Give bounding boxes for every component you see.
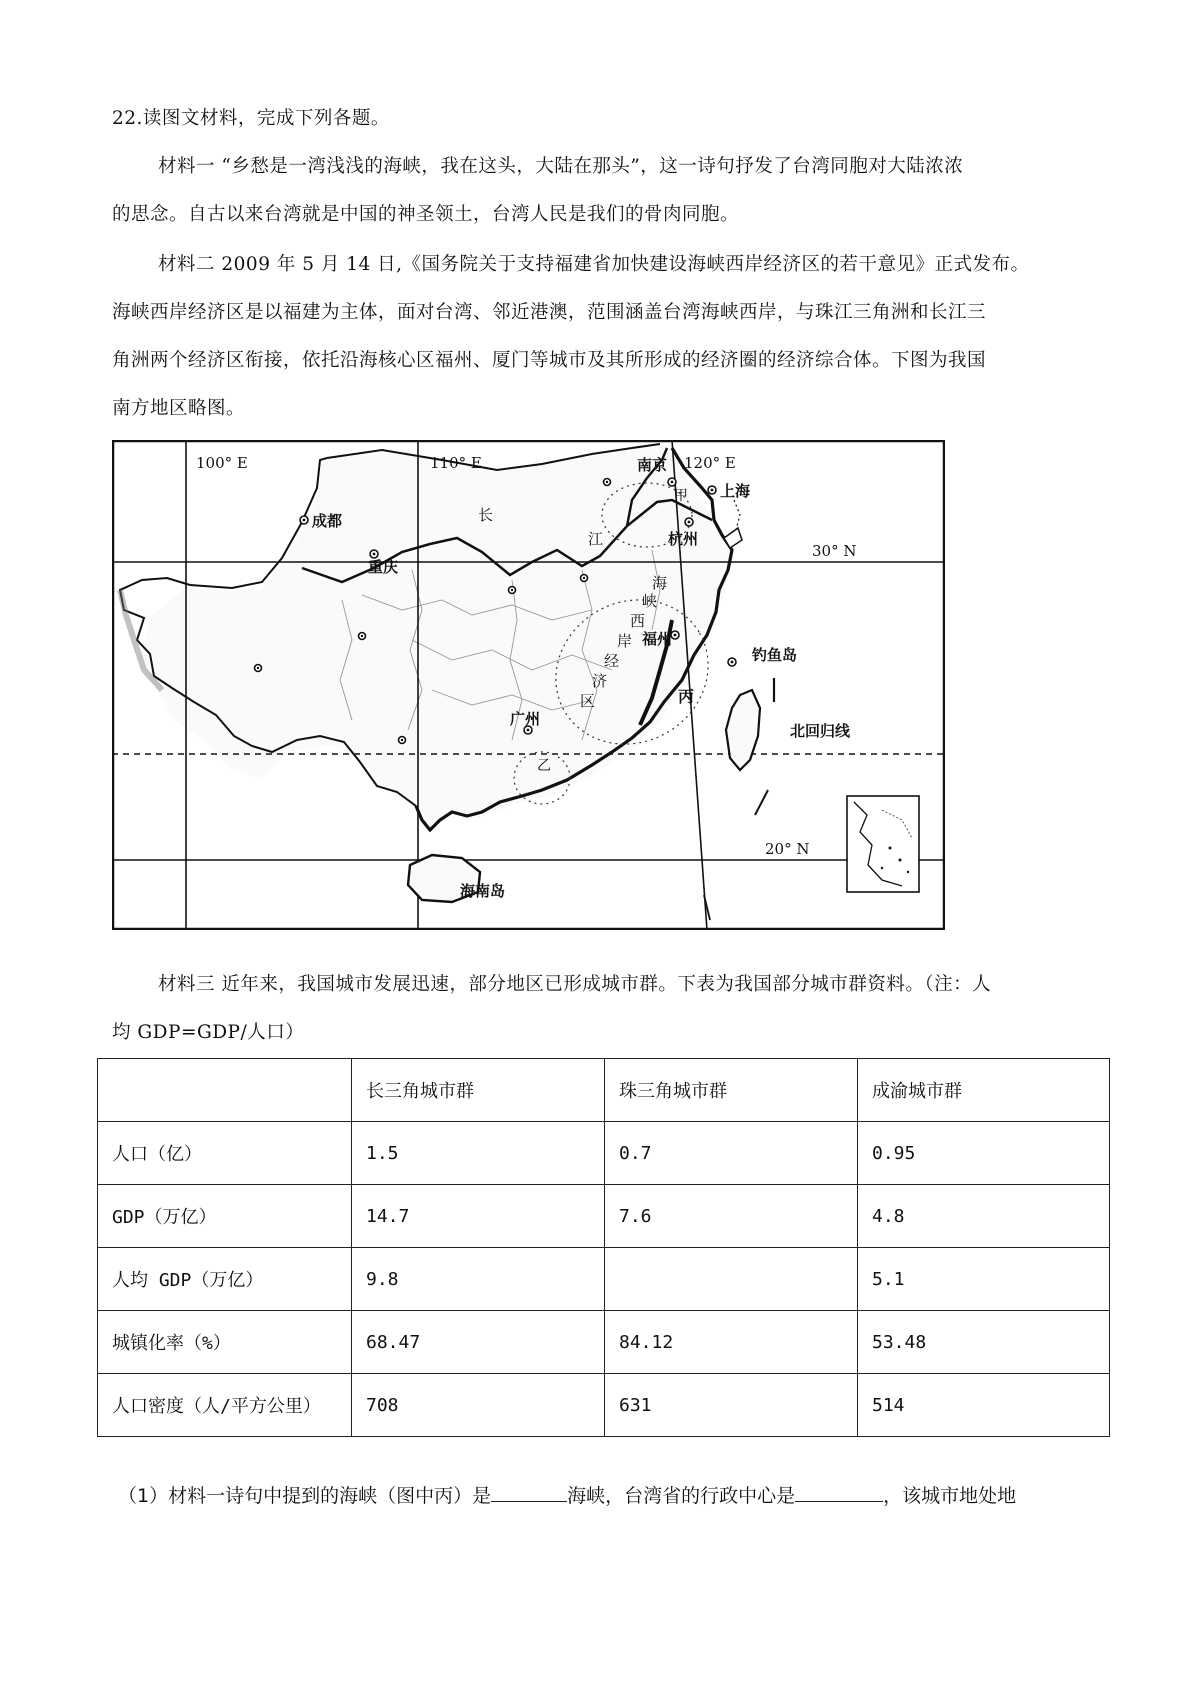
question-title: 22.读图文材料，完成下列各题。 (112, 108, 390, 129)
table-cell: GDP（万亿） (98, 1185, 352, 1248)
table-cell: 631 (605, 1374, 858, 1437)
table-cell: 14.7 (352, 1185, 605, 1248)
table-cell (605, 1248, 858, 1311)
city-label-hangzhou: 杭州 (668, 530, 699, 548)
river-char-jiang: 江 (588, 530, 604, 548)
table-cell: 城镇化率（%） (98, 1311, 352, 1374)
lat-label-30: 30° N (812, 542, 857, 560)
lon-label-110: 110° E (430, 454, 482, 472)
table-header-cell: 长三角城市群 (352, 1059, 605, 1122)
river-char-chang: 长 (478, 506, 494, 524)
region-char-7: 区 (580, 692, 596, 710)
table-header-cell (98, 1059, 352, 1122)
table-cell: 514 (858, 1374, 1110, 1437)
city-label-nanjing: 南京 (637, 456, 668, 474)
label-yi: 乙 (537, 758, 551, 774)
table-row (98, 1122, 1110, 1185)
table-cell: 1.5 (352, 1122, 605, 1185)
table-header-row (98, 1059, 1110, 1122)
city-label-fuzhou: 福州 (642, 630, 673, 648)
sub-question-1-part-a: （1）材料一诗句中提到的海峡（图中丙）是 (118, 1484, 492, 1507)
table-header-cell: 成渝城市群 (858, 1059, 1110, 1122)
city-label-chengdu: 成都 (312, 512, 343, 530)
table-cell: 人口密度（人/平方公里） (98, 1374, 352, 1437)
region-char-2: 峡 (642, 592, 658, 610)
table-cell: 人口（亿） (98, 1122, 352, 1185)
material-two-line-3: 角洲两个经济区衔接，依托沿海核心区福州、厦门等城市及其所形成的经济圈的经济综合体。下图为我国 (112, 350, 987, 371)
material-three-line-2: 均 GDP=GDP/人口） (112, 1022, 305, 1043)
answer-blank-capital[interactable] (795, 1480, 883, 1502)
table-row (98, 1185, 1110, 1248)
region-char-3: 西 (630, 612, 646, 630)
sub-question-1-part-b: 海峡，台湾省的行政中心是 (567, 1484, 796, 1507)
table-row (98, 1248, 1110, 1311)
table-cell: 4.8 (858, 1185, 1110, 1248)
region-char-1: 海 (652, 574, 668, 592)
answer-blank-strait[interactable] (491, 1480, 567, 1502)
table-cell: 53.48 (858, 1311, 1110, 1374)
label-jia: 甲 (674, 488, 688, 504)
material-one-line-2: 的思念。自古以来台湾就是中国的神圣领土，台湾人民是我们的骨肉同胞。 (112, 204, 740, 225)
sub-question-1-part-c: ，该城市地处地 (883, 1484, 1017, 1507)
material-three-line-1: 材料三 近年来，我国城市发展迅速，部分地区已形成城市群。下表为我国部分城市群资料。（注：人 (158, 974, 992, 995)
material-two-line-1: 材料二 2009 年 5 月 14 日,《国务院关于支持福建省加快建设海峡西岸经济区的若干意见》正式发布。 (158, 254, 1030, 275)
region-char-4: 岸 (617, 632, 633, 650)
table-cell: 0.7 (605, 1122, 858, 1185)
table-cell: 68.47 (352, 1311, 605, 1374)
lon-label-120: 120° E (684, 454, 736, 472)
table-cell: 7.6 (605, 1185, 858, 1248)
table-cell: 9.8 (352, 1248, 605, 1311)
city-label-shanghai: 上海 (720, 482, 751, 500)
table-cell: 5.1 (858, 1248, 1110, 1311)
lon-label-100: 100° E (196, 454, 248, 472)
table-cell: 人均 GDP（万亿） (98, 1248, 352, 1311)
label-diaoyu: 钓鱼岛 (752, 646, 798, 664)
region-char-5: 经 (604, 652, 620, 670)
material-two-line-4: 南方地区略图。 (112, 398, 246, 419)
material-one-line-1: 材料一 “乡愁是一湾浅浅的海峡，我在这头，大陆在那头”，这一诗句抒发了台湾同胞对大陆浓浓 (158, 156, 964, 177)
table-row (98, 1311, 1110, 1374)
table-header-cell: 珠三角城市群 (605, 1059, 858, 1122)
lat-label-20: 20° N (765, 840, 810, 858)
table-row (98, 1374, 1110, 1437)
table-cell: 84.12 (605, 1311, 858, 1374)
table-cell: 708 (352, 1374, 605, 1437)
material-two-line-2: 海峡西岸经济区是以福建为主体，面对台湾、邻近港澳，范围涵盖台湾海峡西岸，与珠江三角洲和长江三 (112, 302, 987, 323)
city-cluster-table (97, 1058, 1110, 1437)
city-label-chongqing: 重庆 (368, 558, 399, 576)
south-china-map (112, 440, 945, 930)
table-cell: 0.95 (858, 1122, 1110, 1185)
region-char-6: 济 (592, 672, 608, 690)
sub-question-1 (118, 1480, 1016, 1508)
label-bing: 丙 (678, 687, 695, 706)
label-tropic: 北回归线 (790, 722, 851, 740)
city-label-guangzhou: 广州 (510, 710, 541, 728)
label-hainan: 海南岛 (460, 882, 506, 900)
